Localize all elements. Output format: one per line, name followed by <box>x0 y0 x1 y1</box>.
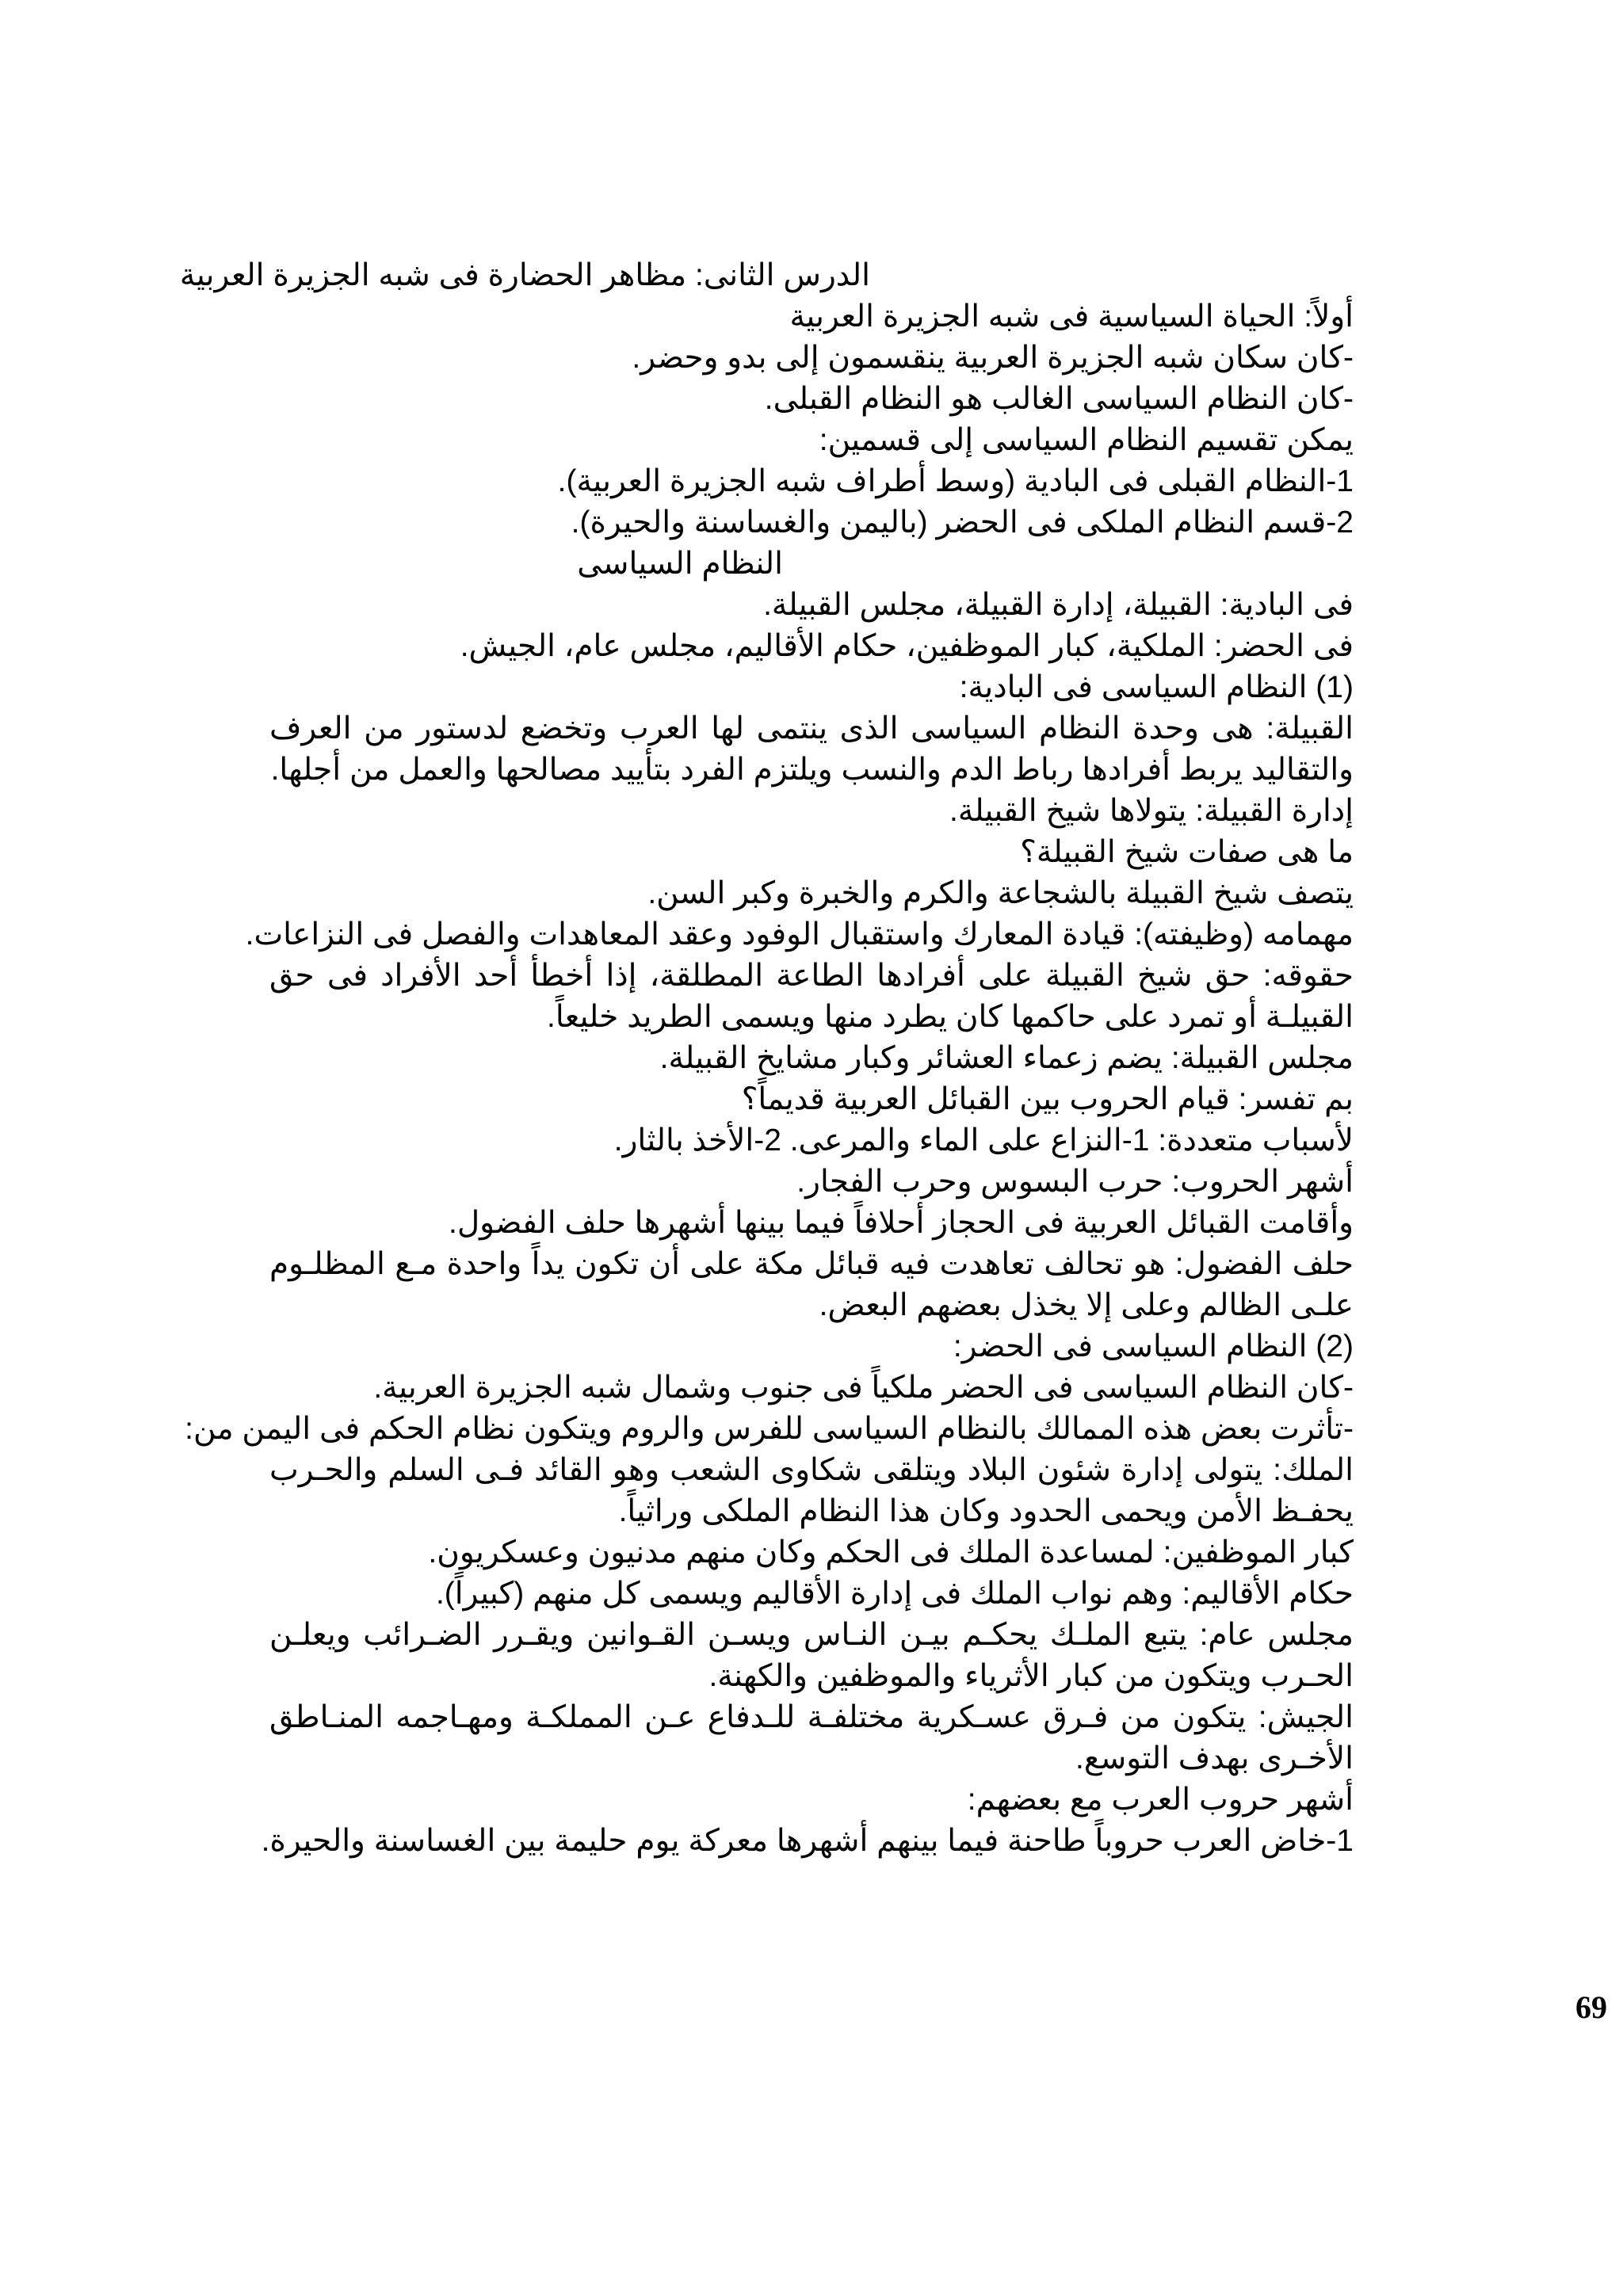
paragraph: حقوقه: حق شيخ القبيلة على أفرادها الطاعة المطلقة، إذا أخطأ أحد الأفراد فى حق القبيلـة أو تمرد على حاكمها كان يطرد منها ويسمى الطريد خليعاً. <box>269 959 1354 1034</box>
text-line: حكام الأقاليم: وهم نواب الملك فى إدارة الأقاليم ويسمى كل منهم (كبيراً). <box>435 1577 1354 1611</box>
paragraph: الجيش: يتكون من فـرق عسـكرية مختلفـة للـدفاع عـن المملكـة ومهـاجمه المنـاطق الأخـرى بهدف التوسع. <box>269 1700 1354 1775</box>
text-line: لأسباب متعددة: 1-النزاع على الماء والمرعى. 2-الأخذ بالثار. <box>613 1123 1354 1158</box>
paragraph: حلف الفضول: هو تحالف تعاهدت فيه قبائل مكة على أن تكون يداً واحدة مـع المظلـوم علـى الظالم وعلى إلا يخذل بعضهم البعض. <box>269 1247 1354 1322</box>
list-item: 2-قسم النظام الملكى فى الحضر (باليمن والغساسنة والحيرة). <box>571 505 1354 540</box>
section-heading-political-life: أولاً: الحياة السياسية فى شبه الجزيرة العربية <box>789 299 1354 334</box>
question-line: ما هى صفات شيخ القبيلة؟ <box>1020 835 1354 869</box>
text-line: فى الحضر: الملكية، كبار الموظفين، حكام الأقاليم، مجلس عام، الجيش. <box>460 629 1354 663</box>
text-line: مجلس القبيلة: يضم زعماء العشائر وكبار مشايخ القبيلة. <box>659 1041 1354 1075</box>
text-line: -كان سكان شبه الجزيرة العربية ينقسمون إلى بدو وحضر. <box>632 341 1354 375</box>
section-heading: (2) النظام السياسى فى الحضر: <box>953 1329 1354 1363</box>
page-number: 69 <box>1575 1989 1607 2025</box>
paragraph: مجلس عام: يتبع الملـك يحكـم بيـن النـاس ويسـن القـوانين ويقـرر الضـرائب ويعلـن الحـرب ويتكون من كبار الأثرياء والموظفين والكهنة. <box>269 1618 1354 1693</box>
lesson-title: الدرس الثانى: مظاهر الحضارة فى شبه الجزيرة العربية <box>179 258 870 292</box>
text-line: أشهر الحروب: حرب البسوس وحرب الفجار. <box>796 1165 1354 1199</box>
text-line: -تأثرت بعض هذه الممالك بالنظام السياسى للفرس والروم ويتكون نظام الحكم فى اليمن من: <box>185 1412 1354 1446</box>
text-line: 1-خاض العرب حروباً طاحنة فيما بينهم أشهرها معركة يوم حليمة بين الغساسنة والحيرة. <box>261 1824 1354 1858</box>
text-line: إدارة القبيلة: يتولاها شيخ القبيلة. <box>949 794 1354 828</box>
section-heading: (1) النظام السياسى فى البادية: <box>959 670 1354 704</box>
question-line: بم تفسر: قيام الحروب بين القبائل العربية قديماً؟ <box>741 1082 1354 1116</box>
text-line: مهمامه (وظيفته): قيادة المعارك واستقبال الوفود وعقد المعاهدات والفصل فى النزاعات. <box>245 917 1354 952</box>
text-line: وأقامت القبائل العربية فى الحجاز أحلافاً فيما بينها أشهرها حلف الفضول. <box>448 1206 1354 1240</box>
text-line: كبار الموظفين: لمساعدة الملك فى الحكم وكان منهم مدنيون وعسكريون. <box>428 1535 1354 1569</box>
text-line: -كان النظام السياسى الغالب هو النظام القبلى. <box>764 382 1354 416</box>
paragraph: الملك: يتولى إدارة شئون البلاد ويتلقى شكاوى الشعب وهو القائد فـى السلم والحـرب يحفـظ الأمن ويحمى الحدود وكان هذا النظام الملكى وراثياً. <box>269 1453 1354 1528</box>
text-line: يمكن تقسيم النظام السياسى إلى قسمين: <box>819 423 1354 457</box>
text-line: أشهر حروب العرب مع بعضهم: <box>967 1783 1354 1817</box>
text-line: فى البادية: القبيلة، إدارة القبيلة، مجلس القبيلة. <box>763 588 1354 622</box>
list-item: 1-النظام القبلى فى البادية (وسط أطراف شبه الجزيرة العربية). <box>557 464 1354 498</box>
diagram-heading: النظام السياسى <box>577 547 783 581</box>
text-line: -كان النظام السياسى فى الحضر ملكياً فى جنوب وشمال شبه الجزيرة العربية. <box>373 1371 1354 1405</box>
paragraph: القبيلة: هى وحدة النظام السياسى الذى ينتمى لها العرب وتخضع لدستور من العرف والتقاليد يربط أفرادها رباط الدم والنسب ويلتزم الفرد بتأييد مصالحها والعمل من أجلها. <box>269 711 1354 787</box>
page-content <box>179 255 1354 1862</box>
text-line: يتصف شيخ القبيلة بالشجاعة والكرم والخبرة وكبر السن. <box>647 876 1354 910</box>
